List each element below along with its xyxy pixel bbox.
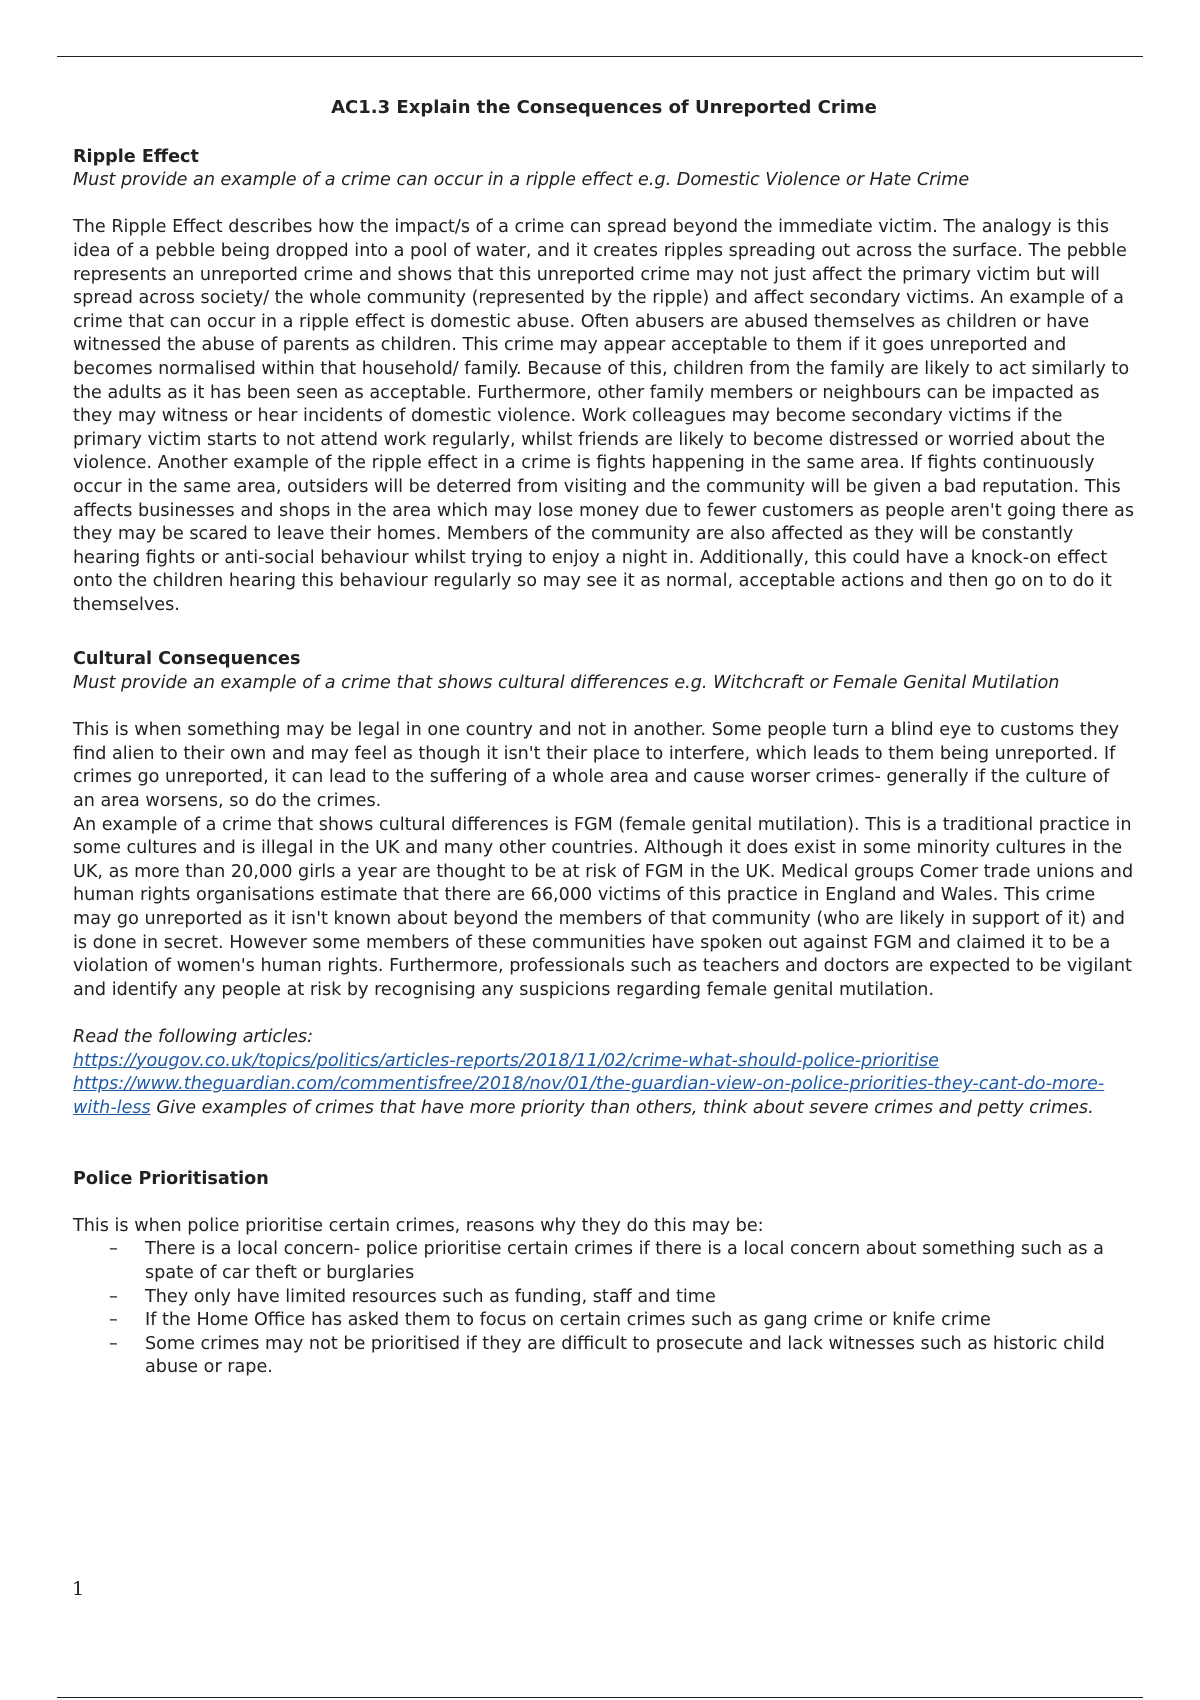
- police-prioritisation-intro: This is when police prioritise certain crimes, reasons why they do this may be:: [73, 1215, 764, 1236]
- police-prioritisation-section: [73, 1168, 1135, 1380]
- list-item-text: There is a local concern- police prioritise certain crimes if there is a local concern about something such as a spate of car theft or burglaries: [145, 1239, 1104, 1283]
- ripple-effect-body: The Ripple Effect describes how the impact/s of a crime can spread beyond the immediate victim. The analogy is this idea of a pebble being dropped into a pool of water, and it creates ripples spreading out across the surface. The pebble represents an unreported crime and shows that this unreported crime may not just affect the primary victim but will spread across society/ the whole community (represented by the ripple) and affect secondary victims. An example of a crime that can occur in a ripple effect is domestic abuse. Often abusers are abused themselves as children or have witnessed the abuse of parents as children. This crime may appear acceptable to them if it goes unreported and becomes normalised within that household/ family. Because of this, children from the family are likely to act similarly to the adults as it has been seen as acceptable. Furthermore, other family members or neighbours can be impacted as they may witness or hear incidents of domestic violence. Work colleagues may become secondary victims if the primary victim starts to not attend work regularly, whilst friends are likely to become distressed or worried about the violence. Another example of the ripple effect in a crime is fights happening in the same area. If fights continuously occur in the same area, outsiders will be deterred from visiting and the community will be given a bad reputation. This affects businesses and shops in the area which may lose money due to fewer customers as people aren't going there as they may be scared to leave their homes. Members of the community are also affected as they will be constantly hearing fights or anti-social behaviour whilst trying to enjoy a night in. Additionally, this could have a knock-on effect onto the children hearing this behaviour regularly so may see it as normal, acceptable actions and then go on to do it themselves.: [73, 217, 1135, 615]
- article-link-guardian[interactable]: https://www.theguardian.com/commentisfree/2018/nov/01/the-guardian-view-on-police-priorities-they-cant-do-more-with-less: [73, 1074, 1105, 1118]
- ripple-effect-section: [73, 146, 1135, 618]
- articles-links: [73, 1050, 1135, 1121]
- cultural-consequences-body-1: This is when something may be legal in one country and not in another. Some people turn a blind eye to customs they find alien to their own and may feel as though it isn't their place to interfere, which leads to them being unreported. If crimes go unreported, it can lead to the suffering of a whole area and cause worser crimes- generally if the culture of an area worsens, so do the crimes.: [73, 720, 1120, 812]
- cultural-consequences-heading: Cultural Consequences: [73, 649, 301, 670]
- document-body: [73, 96, 1135, 1380]
- article-link-yougov[interactable]: https://yougov.co.uk/topics/politics/articles-reports/2018/11/02/crime-what-should-police-prioritise: [73, 1050, 940, 1071]
- list-item: [109, 1333, 1135, 1380]
- ripple-effect-heading: Ripple Effect: [73, 146, 199, 167]
- police-prioritisation-heading: Police Prioritisation: [73, 1168, 269, 1189]
- list-item-text: They only have limited resources such as funding, staff and time: [145, 1286, 716, 1307]
- cultural-consequences-section: [73, 648, 1135, 1002]
- dash-bullet: –: [109, 1286, 118, 1307]
- dash-bullet: –: [109, 1333, 118, 1354]
- articles-intro: Read the following articles:: [73, 1026, 314, 1047]
- list-item: [109, 1309, 1135, 1333]
- cultural-consequences-prompt: Must provide an example of a crime that shows cultural differences e.g. Witchcraft or Female Genital Mutilation: [73, 673, 1060, 694]
- list-item-text: If the Home Office has asked them to focus on certain crimes such as gang crime or knife crime: [145, 1310, 991, 1331]
- footer-rule: [57, 1697, 1143, 1698]
- dash-bullet: –: [109, 1239, 118, 1260]
- list-item: [109, 1286, 1135, 1310]
- police-prioritisation-list: [73, 1238, 1135, 1380]
- ripple-effect-prompt: Must provide an example of a crime can occur in a ripple effect e.g. Domestic Violence or Hate Crime: [73, 170, 970, 191]
- list-item: [109, 1238, 1135, 1285]
- document-title: AC1.3 Explain the Consequences of Unreported Crime: [331, 97, 877, 118]
- dash-bullet: –: [109, 1310, 118, 1331]
- page-number: 1: [72, 1578, 85, 1600]
- list-item-text: Some crimes may not be prioritised if they are difficult to prosecute and lack witnesses such as historic child abuse or rape.: [145, 1333, 1105, 1378]
- articles-section: [73, 1026, 1135, 1120]
- header-rule: [57, 56, 1143, 57]
- cultural-consequences-body-2: An example of a crime that shows cultural differences is FGM (female genital mutilation). This is a traditional practice in some cultures and is illegal in the UK and many other countries. Although it does exist in some minority cultures in the UK, as more than 20,000 girls a year are thought to be at risk of FGM in the UK. Medical groups Comer trade unions and human rights organisations estimate that there are 66,000 victims of this practice in England and Wales. This crime may go unreported as it isn't known about beyond the members of that community (who are likely in support of it) and is done in secret. However some members of these communities have spoken out against FGM and claimed it to be a violation of women's human rights. Furthermore, professionals such as teachers and doctors are expected to be vigilant and identify any people at risk by recognising any suspicions regarding female genital mutilation.: [73, 814, 1134, 1000]
- articles-instruction: Give examples of crimes that have more priority than others, think about severe crimes and petty crimes.: [156, 1097, 1094, 1118]
